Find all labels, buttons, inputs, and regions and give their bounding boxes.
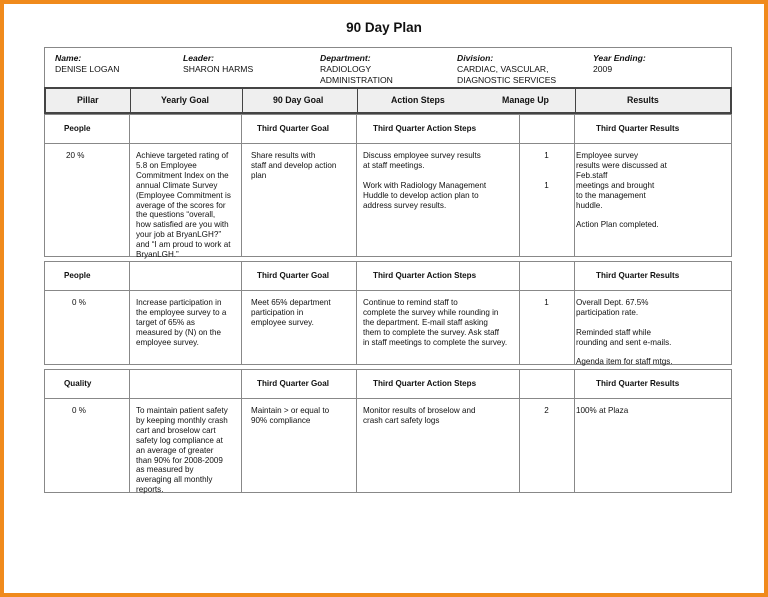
year-value: 2009 xyxy=(593,64,613,74)
results-text xyxy=(576,406,726,416)
yearly-goal-line: averaging all monthly xyxy=(136,475,213,485)
plan-section-2 xyxy=(44,261,732,365)
yearly-goal-line: safety log compliance at xyxy=(136,435,223,445)
yearly-goal-line: as measured by xyxy=(136,465,194,475)
plan-section-1 xyxy=(44,114,732,260)
section-subheader xyxy=(45,370,731,399)
action-step xyxy=(363,181,519,211)
ninety-day-goal-line: Share results with xyxy=(251,151,316,160)
result-item xyxy=(576,298,726,318)
yearly-goal-line: target of 65% as xyxy=(136,317,195,327)
action-step-line: address survey results. xyxy=(363,200,447,210)
action-step-line: the department. E-mail staff asking xyxy=(363,317,488,327)
yearly-goal-line: To maintain patient safety xyxy=(136,406,228,415)
section-subheader xyxy=(45,262,731,291)
results-text xyxy=(576,151,726,230)
action-step xyxy=(363,298,519,348)
action-steps-text xyxy=(363,406,519,426)
action-steps-text xyxy=(363,298,519,348)
action-step xyxy=(363,406,519,426)
col-divider xyxy=(357,89,358,112)
yearly-goal-line: annual Climate Survey xyxy=(136,180,218,190)
ninety-day-goal-line: Meet 65% department xyxy=(251,298,331,307)
yearly-goal-line: your job at BryanLGH?” xyxy=(136,230,222,240)
quarter-action-header: Third Quarter Action Steps xyxy=(373,379,477,388)
ninety-day-goal-text xyxy=(251,151,354,181)
result-item-line: 100% at Plaza xyxy=(576,406,629,415)
yearly-goal-line: employee survey. xyxy=(136,337,199,347)
pillar-label: Quality xyxy=(64,379,92,388)
manage-up-value: 1 xyxy=(544,180,549,190)
yearly-goal-line: the questions “overall, xyxy=(136,210,216,220)
manage-up-value: 1 xyxy=(544,298,549,307)
yearly-goal-line: reports. xyxy=(136,485,164,495)
section-subheader xyxy=(45,115,731,144)
col-divider xyxy=(242,89,243,112)
action-step-line: Discuss employee survey results xyxy=(363,151,481,160)
action-step-line: Continue to remind staff to xyxy=(363,298,458,307)
result-item-line: Overall Dept. 67.5% xyxy=(576,298,649,307)
ninety-day-goal-line: plan xyxy=(251,170,267,180)
result-item-line: results were discussed at xyxy=(576,160,667,170)
action-step-line: them to complete the survey. Ask staff xyxy=(363,327,500,337)
ninety-day-goal-line: Maintain > or equal to xyxy=(251,406,330,415)
yearly-goal-line: cart and broselow cart xyxy=(136,425,216,435)
col-divider xyxy=(575,89,576,112)
ninety-day-goal-line: participation in xyxy=(251,307,304,317)
result-item-line: rounding and sent e-mails. xyxy=(576,337,672,347)
division-value-cont: DIAGNOSTIC SERVICES xyxy=(457,75,557,85)
year-field xyxy=(593,53,646,75)
result-item-line: Action Plan completed. xyxy=(576,220,659,230)
col-header-action-steps: Action Steps xyxy=(391,95,445,105)
percent-value: 0 % xyxy=(72,298,86,307)
yearly-goal-line: Achieve targeted rating of xyxy=(136,151,229,160)
yearly-goal-line: the employee survey to a xyxy=(136,307,227,317)
leader-value: SHARON HARMS xyxy=(183,64,254,74)
result-item xyxy=(576,151,726,210)
col-header-results: Results xyxy=(627,95,659,105)
division-value: CARDIAC, VASCULAR, xyxy=(457,64,549,74)
col-divider xyxy=(130,89,131,112)
pillar-label: People xyxy=(64,271,91,280)
manage-up-value: 1 xyxy=(544,151,549,160)
name-field xyxy=(55,53,119,75)
manage-up-values xyxy=(519,298,574,308)
division-field xyxy=(457,53,556,86)
action-steps-text xyxy=(363,151,519,210)
yearly-goal-line: (Employee Commitment is xyxy=(136,190,231,200)
col-header-pillar: Pillar xyxy=(77,95,99,105)
result-item-line: Employee survey xyxy=(576,151,639,160)
action-step-line: Work with Radiology Management xyxy=(363,180,487,190)
action-step-line: complete the survey while rounding in xyxy=(363,307,499,317)
col-header-yearly-goal: Yearly Goal xyxy=(161,95,209,105)
result-item-line: meetings and brought xyxy=(576,180,655,190)
yearly-goal-line: than 90% for 2008-2009 xyxy=(136,455,223,465)
yearly-goal-line: how satisfied are you with xyxy=(136,220,229,230)
action-step-line: in staff meetings to complete the survey. xyxy=(363,337,508,347)
result-item xyxy=(576,328,726,348)
percent-value: 20 % xyxy=(66,151,85,160)
year-label: Year Ending: xyxy=(593,53,646,63)
result-item xyxy=(576,357,726,367)
quarter-action-header: Third Quarter Action Steps xyxy=(373,124,477,133)
plan-section-3 xyxy=(44,369,732,493)
result-item-line: huddle. xyxy=(576,200,603,210)
division-label: Division: xyxy=(457,53,494,63)
ninety-day-goal-line: employee survey. xyxy=(251,317,314,327)
action-step-line: at staff meetings. xyxy=(363,160,425,170)
result-item-line: to the management xyxy=(576,190,646,200)
yearly-goal-text xyxy=(136,151,239,260)
leader-label: Leader: xyxy=(183,53,215,63)
department-value: RADIOLOGY xyxy=(320,64,372,74)
info-bar xyxy=(44,47,732,87)
yearly-goal-line: 5.8 on Employee xyxy=(136,160,197,170)
manage-up-values xyxy=(519,151,574,191)
yearly-goal-line: measured by (N) on the xyxy=(136,327,222,337)
manage-up-values xyxy=(519,406,574,416)
result-item-line: participation rate. xyxy=(576,307,639,317)
yearly-goal-line: by keeping monthly crash xyxy=(136,415,228,425)
col-header-manage-up: Manage Up xyxy=(502,95,549,105)
result-item xyxy=(576,220,726,230)
quarter-goal-header: Third Quarter Goal xyxy=(257,271,329,280)
quarter-goal-header: Third Quarter Goal xyxy=(257,124,329,133)
department-label: Department: xyxy=(320,53,371,63)
quarter-results-header: Third Quarter Results xyxy=(596,271,680,280)
action-step-line: Monitor results of broselow and xyxy=(363,406,476,415)
yearly-goal-text xyxy=(136,298,239,348)
yearly-goal-text xyxy=(136,406,239,495)
yearly-goal-line: average of the scores for xyxy=(136,200,226,210)
manage-up-value: 2 xyxy=(544,406,549,415)
ninety-day-goal-text xyxy=(251,298,354,328)
yearly-goal-line: and “I am proud to work at xyxy=(136,240,231,250)
result-item-line: Reminded staff while xyxy=(576,327,651,337)
result-item xyxy=(576,406,726,416)
yearly-goal-line: BryanLGH.” xyxy=(136,250,179,260)
action-step-line: crash cart safety logs xyxy=(363,415,440,425)
result-item-line: Agenda item for staff mtgs. xyxy=(576,357,673,367)
quarter-results-header: Third Quarter Results xyxy=(596,124,680,133)
ninety-day-goal-line: 90% compliance xyxy=(251,415,311,425)
department-value-cont: ADMINISTRATION xyxy=(320,75,393,85)
yearly-goal-line: an average of greater xyxy=(136,445,214,455)
action-step-line: Huddle to develop action plan to xyxy=(363,190,479,200)
quarter-results-header: Third Quarter Results xyxy=(596,379,680,388)
yearly-goal-line: Increase participation in xyxy=(136,298,222,307)
percent-value: 0 % xyxy=(72,406,86,415)
pillar-label: People xyxy=(64,124,91,133)
col-header-90-day-goal: 90 Day Goal xyxy=(273,95,324,105)
quarter-goal-header: Third Quarter Goal xyxy=(257,379,329,388)
result-item-line: Feb.staff xyxy=(576,170,608,180)
results-text xyxy=(576,298,726,367)
name-label: Name: xyxy=(55,53,82,63)
name-value: DENISE LOGAN xyxy=(55,64,120,74)
ninety-day-goal-line: staff and develop action xyxy=(251,160,337,170)
ninety-day-goal-text xyxy=(251,406,354,426)
action-step xyxy=(363,151,519,171)
leader-field xyxy=(183,53,253,75)
department-field xyxy=(320,53,393,86)
column-header-row xyxy=(44,87,732,114)
page-title: 90 Day Plan xyxy=(346,20,422,35)
quarter-action-header: Third Quarter Action Steps xyxy=(373,271,477,280)
yearly-goal-line: Commitment Index on the xyxy=(136,170,229,180)
